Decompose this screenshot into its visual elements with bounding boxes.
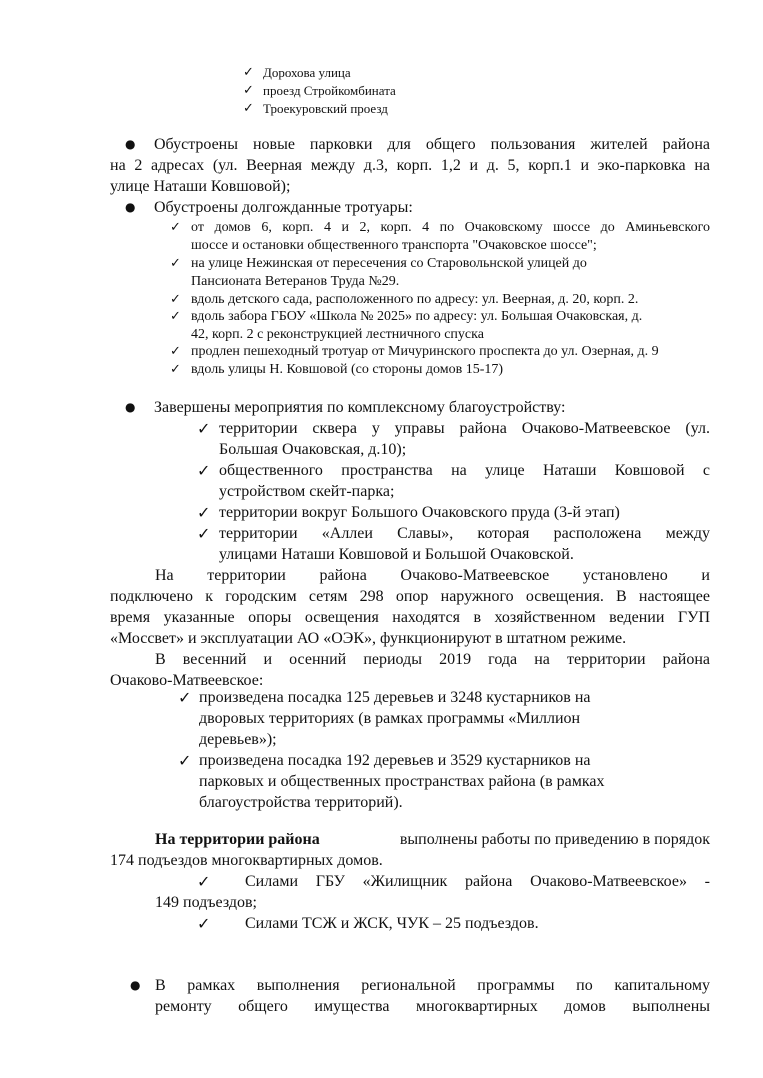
list-item-line: вдоль детского сада, расположенного по адресу: ул. Веерная, д. 20, корп. 2.	[191, 292, 639, 307]
list-item-line: дворовых территориях (в рамках программы «Миллион	[199, 710, 581, 727]
list-item-line: деревьев»);	[199, 731, 277, 748]
checkmark-icon: ✓	[178, 751, 192, 770]
list-item-line: шоссе и остановки общественного транспорта "Очаковское шоссе";	[191, 238, 597, 253]
bullet-icon: ●	[125, 200, 136, 214]
paragraph-line	[155, 829, 710, 850]
list-item-line: парковых и общественных пространствах района (в рамках	[199, 773, 605, 790]
checkmark-icon: ✓	[170, 292, 181, 307]
bold-lead: На территории района	[155, 831, 320, 848]
list-item: Троекуровский проезд	[263, 101, 388, 116]
list-item-line: Большая Очаковская, д.10);	[219, 441, 407, 458]
paragraph-line: на 2 адресах (ул. Веерная между д.3, корп. 1,2 и д. 5, корп.1 и эко-парковка на	[110, 157, 710, 174]
paragraph-line: Очаково-Матвеевское:	[110, 672, 264, 689]
checkmark-icon: ✓	[170, 362, 181, 377]
checkmark-icon: ✓	[197, 524, 211, 543]
section-title: Обустроены долгожданные тротуары:	[154, 199, 413, 216]
checkmark-icon: ✓	[170, 256, 181, 271]
section-title: Завершены мероприятия по комплексному благоустройству:	[154, 399, 566, 416]
list-item-line: на улице Нежинская от пересечения со Старовольнской улицей до	[191, 256, 587, 271]
paragraph-line: В рамках выполнения региональной программы по капитальному	[155, 977, 710, 994]
list-item-line: территории сквера у управы района Очаково-Матвеевское (ул.	[219, 420, 710, 437]
paragraph-line: Обустроены новые парковки для общего пользования жителей района	[154, 136, 710, 153]
checkmark-icon: ✓	[170, 344, 181, 359]
list-item-line: Пансионата Ветеранов Труда №29.	[191, 274, 400, 289]
list-item-line: вдоль забора ГБОУ «Школа № 2025» по адресу: ул. Большая Очаковская, д.	[191, 309, 643, 324]
checkmark-icon: ✓	[178, 688, 192, 707]
checkmark-icon: ✓	[170, 309, 181, 324]
list-item-line: произведена посадка 125 деревьев и 3248 кустарников на	[199, 689, 591, 706]
bullet-icon: ●	[130, 978, 141, 992]
list-item-line: улицами Наташи Ковшовой и Большой Очаковской.	[219, 546, 574, 563]
list-item-line: Силами ТСЖ и ЖСК, ЧУК – 25 подъездов.	[245, 915, 539, 932]
list-item-line: 149 подъездов;	[155, 894, 257, 911]
paragraph-line: улице Наташи Ковшовой);	[110, 178, 291, 195]
checkmark-icon: ✓	[170, 220, 181, 235]
paragraph-line: 174 подъездов многоквартирных домов.	[110, 852, 383, 869]
paragraph-line: подключено к городским сетям 298 опор наружного освещения. В настоящее	[110, 588, 710, 605]
checkmark-icon: ✓	[197, 872, 211, 891]
paragraph-line: На территории района Очаково-Матвеевское установлено и	[155, 567, 710, 584]
list-item-line: 42, корп. 2 с реконструкцией лестничного спуска	[191, 327, 484, 342]
checkmark-icon: ✓	[197, 419, 211, 438]
bullet-icon: ●	[125, 137, 136, 151]
list-item-line: территории «Аллеи Славы», которая расположена между	[219, 525, 710, 542]
checkmark-icon: ✓	[197, 503, 211, 522]
checkmark-icon: ✓	[243, 65, 254, 80]
list-item: проезд Стройкомбината	[263, 83, 396, 98]
list-item-line: территории вокруг Большого Очаковского пруда (3-й этап)	[219, 504, 620, 521]
bullet-icon: ●	[125, 400, 136, 414]
list-item-line: устройством скейт-парка;	[219, 483, 395, 500]
list-item-line: общественного пространства на улице Наташи Ковшовой с	[219, 462, 710, 479]
list-item-line: вдоль улицы Н. Ковшовой (со стороны домов 15-17)	[191, 362, 504, 377]
paragraph-line: время указанные опоры освещения находятся в хозяйственном ведении ГУП	[110, 609, 710, 626]
list-item-line: благоустройства территорий).	[199, 794, 403, 811]
checkmark-icon: ✓	[243, 83, 254, 98]
list-item-line: произведена посадка 192 деревьев и 3529 кустарников на	[199, 752, 591, 769]
list-item-line: продлен пешеходный тротуар от Мичуринского проспекта до ул. Озерная, д. 9	[191, 344, 659, 359]
paragraph-line: «Моссвет» и эксплуатации АО «ОЭК», функционируют в штатном режиме.	[110, 630, 627, 647]
checkmark-icon: ✓	[197, 461, 211, 480]
line-rest: выполнены работы по приведению в порядок	[399, 831, 710, 848]
list-item: Дорохова улица	[263, 65, 351, 80]
paragraph-line: В весенний и осенний периоды 2019 года на территории района	[155, 651, 710, 668]
list-item-line: Силами ГБУ «Жилищник района Очаково-Матвеевское» -	[245, 873, 710, 890]
checkmark-icon: ✓	[197, 914, 211, 933]
list-item-line: от домов 6, корп. 4 и 2, корп. 4 по Очаковскому шоссе до Аминьевского	[191, 220, 710, 235]
checkmark-icon: ✓	[243, 101, 254, 116]
paragraph-line: ремонту общего имущества многоквартирных домов выполнены	[155, 998, 710, 1015]
